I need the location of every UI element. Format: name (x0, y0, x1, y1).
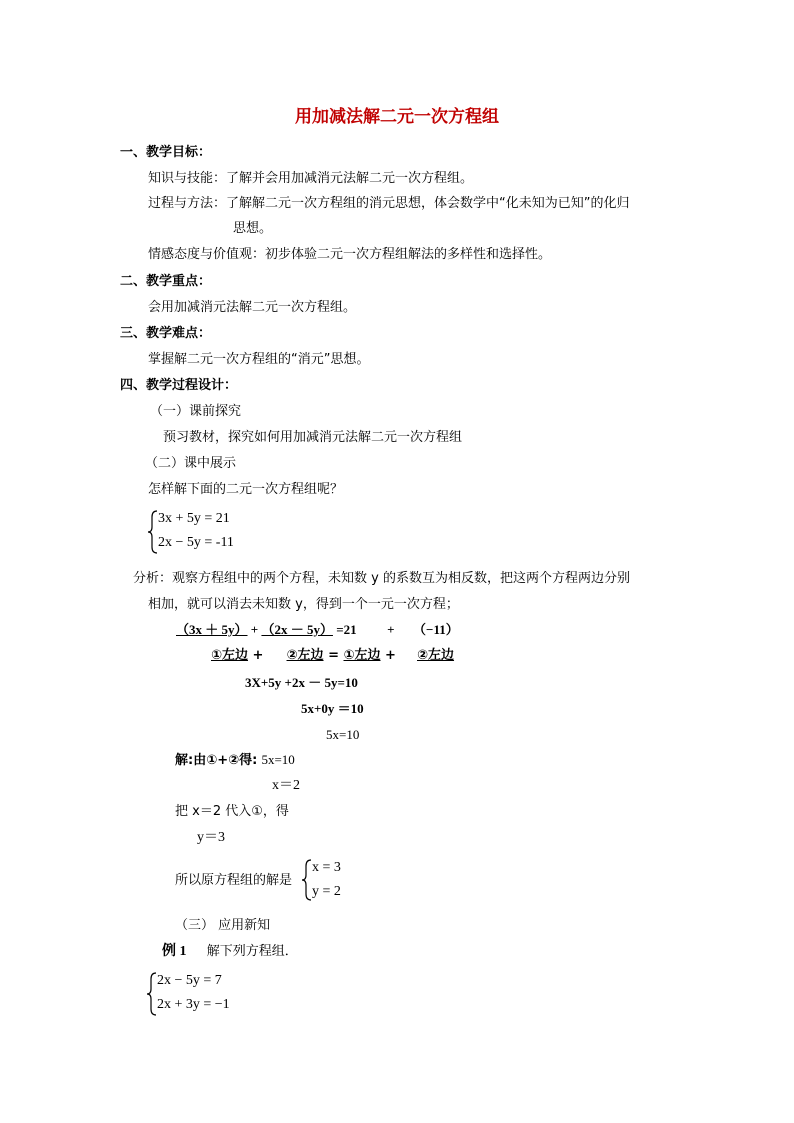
page-title: 用加减法解二元一次方程组 (295, 107, 499, 127)
step2-term-d: ②左边 (417, 648, 455, 663)
objective-process-cont: 思想。 (233, 221, 273, 236)
analysis-text: 分析：观察方程组中的两个方程，未知数 y 的系数互为相反数，把这两个方程两边分别 (133, 571, 630, 586)
step2-equals: = (328, 648, 339, 663)
objective-emotion: 情感态度与价值观：初步体验二元一次方程组解法的多样性和选择性。 (148, 247, 552, 262)
step1-line (176, 622, 459, 638)
system2-equation2: 2x + 3y = −1 (157, 997, 230, 1012)
solution-equation: 5x=10 (261, 752, 295, 767)
objective-process: 过程与方法：了解解二元一次方程组的消元思想，体会数学中“化未知为已知”的化归 (148, 196, 630, 211)
example-label: 例 1 (162, 944, 187, 959)
key-point-text: 会用加减消元法解二元一次方程组。 (148, 300, 357, 315)
system2-equation1: 2x − 5y = 7 (157, 973, 222, 988)
answer-equation2: y = 2 (312, 884, 341, 899)
y-value: y＝3 (197, 830, 225, 845)
objective-knowledge: 知识与技能：了解并会用加减消元法解二元一次方程组。 (148, 171, 474, 186)
section-heading-process: 四、教学过程设计： (120, 378, 238, 393)
preview-text: 预习教材，探究如何用加减消元法解二元一次方程组 (163, 430, 463, 445)
step1-plus: + (250, 622, 259, 637)
subsection-preview: （一）课前探究 (150, 404, 242, 419)
section-heading-objectives: 一、教学目标： (120, 145, 212, 160)
step5-line: 5x=10 (326, 727, 360, 742)
step2-term-a: ①左边 (211, 648, 249, 663)
example-text: 解下列方程组． (206, 944, 298, 959)
step1-term-b: （2x － 5y） (261, 622, 333, 637)
section-heading-difficulties: 三、教学难点： (120, 326, 212, 341)
step4-line: 5x+0y ＝10 (301, 701, 364, 716)
subsection-display: （二）课中展示 (145, 456, 237, 471)
answer-equation1: x = 3 (312, 860, 341, 875)
step1-equals: =21 (336, 622, 357, 637)
system1-equation1: 3x + 5y = 21 (158, 511, 230, 526)
step3-line: 3X+5y +2x － 5y=10 (245, 675, 358, 690)
subsection-apply: （三） 应用新知 (175, 918, 271, 933)
step2-term-c: ①左边 (343, 648, 381, 663)
answer-label: 所以原方程组的解是 (175, 873, 293, 888)
difficulty-text: 掌握解二元一次方程组的“消元”思想。 (148, 352, 370, 367)
step1-term-a: （3x ＋ 5y） (176, 622, 248, 637)
step2-line (211, 648, 454, 664)
x-value: x＝2 (272, 778, 300, 793)
substitute-text: 把 x＝2 代入①，得 (175, 804, 289, 819)
question-text: 怎样解下面的二元一次方程组呢？ (148, 482, 344, 497)
step1-plus2: + (387, 622, 395, 637)
step2-plus2: + (385, 648, 396, 663)
analysis-text-cont: 相加，就可以消去未知数 y，得到一个一元一次方程； (148, 597, 459, 612)
example-line (162, 944, 298, 961)
solution-line (175, 752, 295, 769)
section-heading-key-points: 二、教学重点： (120, 274, 212, 289)
solution-label: 解:由①+②得: (175, 753, 258, 768)
step2-term-b: ②左边 (286, 648, 324, 663)
step2-plus1: + (252, 648, 264, 663)
step1-term-c: （−11） (413, 622, 459, 637)
system1-equation2: 2x − 5y = -11 (158, 535, 234, 550)
